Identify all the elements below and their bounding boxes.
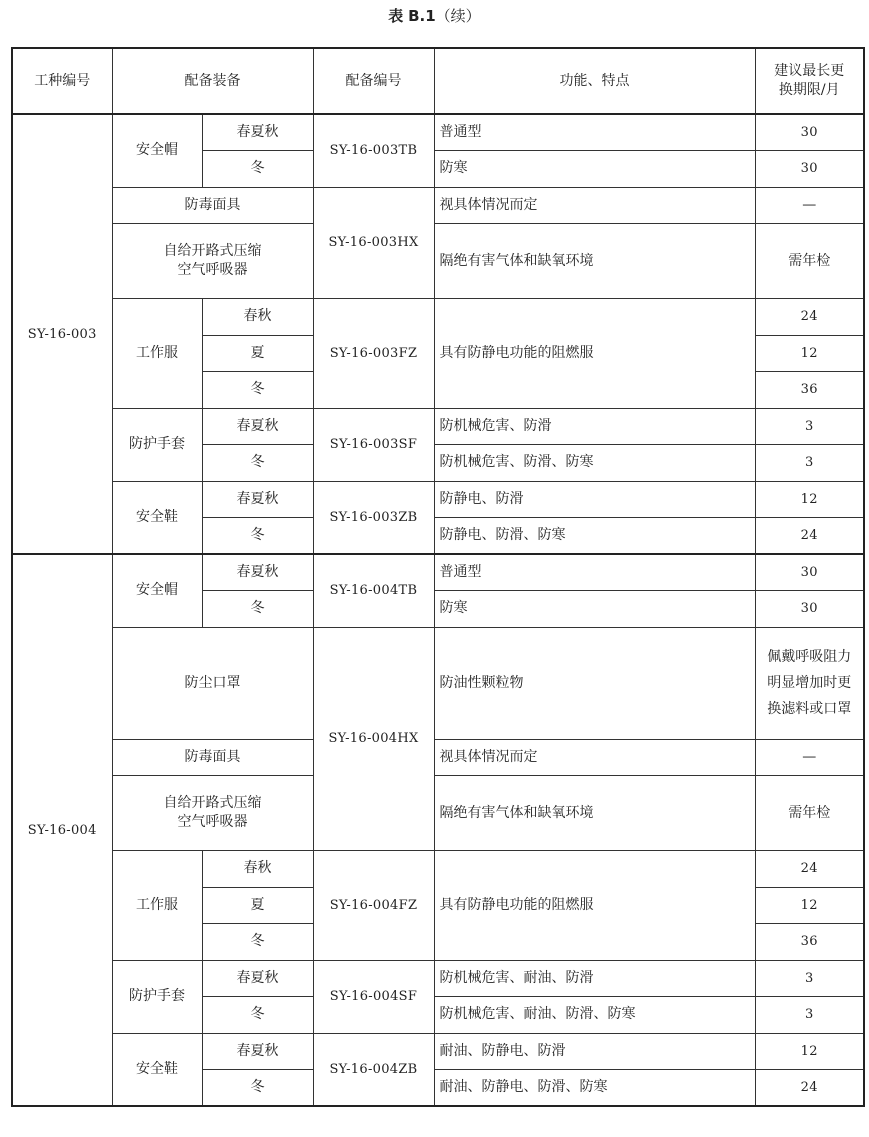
equipment-name (112, 224, 313, 299)
equipment-name: 工作服 (112, 299, 202, 409)
season-cell: 春秋 (202, 299, 313, 336)
table-row (12, 554, 864, 591)
table-title (0, 6, 869, 26)
season-cell: 夏 (202, 335, 313, 372)
period-cell: 30 (755, 114, 864, 151)
table-row (12, 187, 864, 224)
equipment-no: SY-16-003HX (313, 187, 434, 299)
feature-cell: 视具体情况而定 (434, 739, 755, 776)
table-row (12, 481, 864, 518)
season-cell: 春夏秋 (202, 554, 313, 591)
period-cell: 24 (755, 518, 864, 555)
period-cell: 12 (755, 1033, 864, 1070)
season-cell: 春夏秋 (202, 114, 313, 151)
feature-cell: 隔绝有害气体和缺氧环境 (434, 224, 755, 299)
scba-line1: 自给开路式压缩 (163, 795, 262, 811)
equipment-no: SY-16-004HX (313, 627, 434, 851)
equipment-name: 防尘口罩 (112, 627, 313, 739)
table-title-id: B.1 (408, 7, 436, 25)
header-work-type-no: 工种编号 (12, 48, 112, 114)
feature-cell: 防静电、防滑、防寒 (434, 518, 755, 555)
header-equipment: 配备装备 (112, 48, 313, 114)
period-cell: — (755, 739, 864, 776)
table-row (12, 960, 864, 997)
feature-cell: 普通型 (434, 114, 755, 151)
equipment-table (11, 47, 865, 1107)
mask-replace-line2: 明显增加时更 (767, 675, 852, 691)
table-row (12, 739, 864, 776)
header-period-line2: 换期限/月 (778, 82, 840, 98)
period-cell: 36 (755, 924, 864, 961)
season-cell: 冬 (202, 445, 313, 482)
season-cell: 春夏秋 (202, 960, 313, 997)
equipment-name: 安全帽 (112, 554, 202, 627)
table-row (12, 627, 864, 739)
period-cell: 24 (755, 851, 864, 888)
equipment-name: 防护手套 (112, 408, 202, 481)
period-cell: 3 (755, 445, 864, 482)
equipment-name: 工作服 (112, 851, 202, 961)
season-cell: 冬 (202, 924, 313, 961)
header-period (755, 48, 864, 114)
work-type-id: SY-16-003 (12, 114, 112, 554)
feature-cell: 具有防静电功能的阻燃服 (434, 851, 755, 961)
period-cell: 3 (755, 997, 864, 1034)
season-cell: 冬 (202, 518, 313, 555)
table-title-label: 表 (388, 7, 404, 25)
feature-cell: 防寒 (434, 151, 755, 188)
mask-replace-line1: 佩戴呼吸阻力 (767, 649, 852, 665)
feature-cell: 普通型 (434, 554, 755, 591)
equipment-name: 安全鞋 (112, 1033, 202, 1106)
equipment-name: 防护手套 (112, 960, 202, 1033)
table-row (12, 776, 864, 851)
table-row (12, 299, 864, 336)
table-title-suffix: （续） (435, 7, 481, 25)
season-cell: 春夏秋 (202, 408, 313, 445)
season-cell: 冬 (202, 1070, 313, 1107)
period-cell (755, 627, 864, 739)
period-cell: 30 (755, 554, 864, 591)
scba-line2: 空气呼吸器 (177, 814, 248, 830)
feature-cell: 耐油、防静电、防滑 (434, 1033, 755, 1070)
period-cell: 36 (755, 372, 864, 409)
equipment-no: SY-16-003FZ (313, 299, 434, 409)
header-period-line1: 建议最长更 (774, 63, 845, 79)
equipment-name: 防毒面具 (112, 187, 313, 224)
feature-cell: 防静电、防滑 (434, 481, 755, 518)
equipment-no: SY-16-003SF (313, 408, 434, 481)
season-cell: 冬 (202, 372, 313, 409)
feature-cell: 防机械危害、耐油、防滑、防寒 (434, 997, 755, 1034)
work-type-id: SY-16-004 (12, 554, 112, 1106)
header-row (12, 48, 864, 114)
table-row (12, 114, 864, 151)
feature-cell: 视具体情况而定 (434, 187, 755, 224)
equipment-no: SY-16-004FZ (313, 851, 434, 961)
table-row (12, 408, 864, 445)
period-cell: 3 (755, 960, 864, 997)
feature-cell: 防油性颗粒物 (434, 627, 755, 739)
period-cell: 12 (755, 481, 864, 518)
season-cell: 春夏秋 (202, 1033, 313, 1070)
scba-line1: 自给开路式压缩 (163, 243, 262, 259)
period-cell: 12 (755, 887, 864, 924)
equipment-name: 安全帽 (112, 114, 202, 187)
feature-cell: 防机械危害、防滑 (434, 408, 755, 445)
period-cell: — (755, 187, 864, 224)
season-cell: 春夏秋 (202, 481, 313, 518)
period-cell: 30 (755, 591, 864, 628)
table-row (12, 224, 864, 299)
period-cell: 30 (755, 151, 864, 188)
season-cell: 冬 (202, 997, 313, 1034)
equipment-no: SY-16-004ZB (313, 1033, 434, 1106)
season-cell: 夏 (202, 887, 313, 924)
equipment-no: SY-16-004SF (313, 960, 434, 1033)
scba-line2: 空气呼吸器 (177, 262, 248, 278)
table-row (12, 1033, 864, 1070)
season-cell: 冬 (202, 151, 313, 188)
feature-cell: 具有防静电功能的阻燃服 (434, 299, 755, 409)
feature-cell: 防寒 (434, 591, 755, 628)
equipment-no: SY-16-004TB (313, 554, 434, 627)
season-cell: 春秋 (202, 851, 313, 888)
header-features: 功能、特点 (434, 48, 755, 114)
period-cell: 12 (755, 335, 864, 372)
feature-cell: 防机械危害、防滑、防寒 (434, 445, 755, 482)
feature-cell: 隔绝有害气体和缺氧环境 (434, 776, 755, 851)
equipment-no: SY-16-003TB (313, 114, 434, 187)
period-cell: 需年检 (755, 224, 864, 299)
feature-cell: 防机械危害、耐油、防滑 (434, 960, 755, 997)
mask-replace-line3: 换滤料或口罩 (767, 701, 852, 717)
table-row (12, 851, 864, 888)
header-equipment-no: 配备编号 (313, 48, 434, 114)
equipment-name (112, 776, 313, 851)
feature-cell: 耐油、防静电、防滑、防寒 (434, 1070, 755, 1107)
equipment-name: 防毒面具 (112, 739, 313, 776)
equipment-name: 安全鞋 (112, 481, 202, 554)
equipment-no: SY-16-003ZB (313, 481, 434, 554)
season-cell: 冬 (202, 591, 313, 628)
period-cell: 需年检 (755, 776, 864, 851)
period-cell: 24 (755, 1070, 864, 1107)
period-cell: 24 (755, 299, 864, 336)
period-cell: 3 (755, 408, 864, 445)
